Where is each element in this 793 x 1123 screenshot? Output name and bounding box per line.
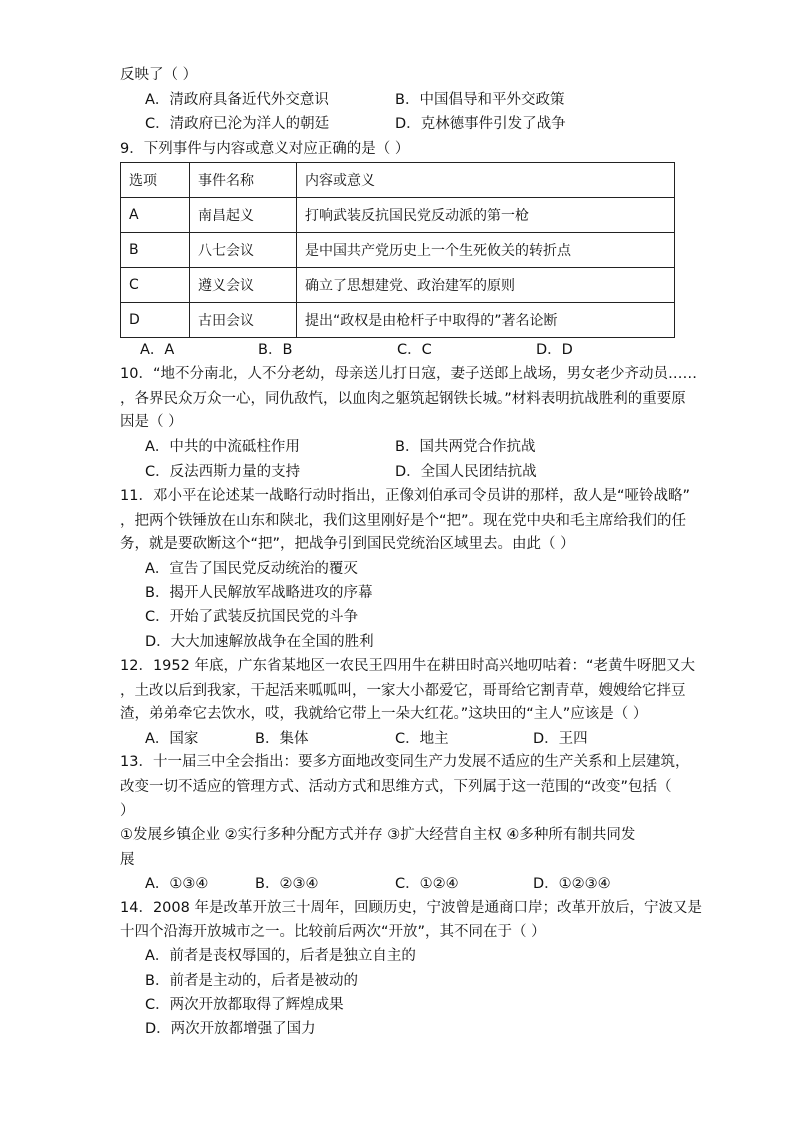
q11-option-c[interactable]: C．开始了武装反抗国民党的斗争	[145, 609, 359, 625]
q10-option-a[interactable]: A．中共的中流砥柱作用	[145, 439, 300, 455]
q9-option-d[interactable]: D．D	[536, 342, 573, 358]
q13-option-c[interactable]: C．①②④	[395, 876, 459, 892]
q8-option-b[interactable]: B．中国倡导和平外交政策	[395, 92, 565, 108]
q13-stem-line-3: ）	[120, 803, 135, 819]
q13-option-d[interactable]: D．①②③④	[533, 876, 611, 892]
table-cell: A	[121, 198, 190, 233]
table-cell: C	[121, 268, 190, 303]
table-cell: 古田会议	[190, 303, 297, 338]
q10-stem-line-2: ，各界民众万众一心，同仇敌忾，以血肉之躯筑起钢铁长城。”材料表明抗战胜利的重要原	[120, 391, 686, 407]
q12-option-b[interactable]: B．集体	[255, 731, 309, 747]
q12-option-c[interactable]: C．地主	[395, 731, 449, 747]
table-row	[121, 303, 675, 338]
q14-option-c[interactable]: C．两次开放都取得了辉煌成果	[145, 997, 344, 1013]
table-cell: B	[121, 233, 190, 268]
q11-stem-line-2: ，把两个铁锤放在山东和陕北，我们这里刚好是个“把”。现在党中央和毛主席给我们的任	[120, 513, 687, 529]
q11-option-d[interactable]: D．大大加速解放战争在全国的胜利	[145, 634, 374, 650]
table-cell: 是中国共产党历史上一个生死攸关的转折点	[297, 233, 675, 268]
q9-option-c[interactable]: C．C	[397, 342, 432, 358]
table-cell: 确立了思想建党、政治建军的原则	[297, 268, 675, 303]
q11-stem-line-1: 11．邓小平在论述某一战略行动时指出，正像刘伯承司令员讲的那样，敌人是“哑铃战略”	[120, 488, 690, 504]
q13-option-b[interactable]: B．②③④	[255, 876, 319, 892]
q9-option-a[interactable]: A．A	[140, 342, 175, 358]
q13-stem-line-2: 改变一切不适应的管理方式、活动方式和思维方式，下列属于这一范围的“改变”包括（	[120, 779, 672, 795]
q9-table	[120, 162, 675, 338]
table-row	[121, 233, 675, 268]
q14-option-d[interactable]: D．两次开放都增强了国力	[145, 1021, 316, 1037]
q11-option-b[interactable]: B．揭开人民解放军战略进攻的序幕	[145, 585, 373, 601]
q10-option-d[interactable]: D．全国人民团结抗战	[395, 464, 537, 480]
table-header-cell: 内容或意义	[297, 163, 675, 198]
q10-option-b[interactable]: B．国共两党合作抗战	[395, 439, 536, 455]
q14-option-a[interactable]: A．前者是丧权辱国的，后者是独立自主的	[145, 948, 416, 964]
table-header-row	[121, 163, 675, 198]
table-cell: 八七会议	[190, 233, 297, 268]
q13-choice-list-wrap: 展	[120, 852, 135, 868]
q14-stem-line-1: 14．2008 年是改革开放三十周年，回顾历史，宁波曾是通商口岸；改革开放后，宁波又是	[120, 900, 702, 916]
table-header-cell: 选项	[121, 163, 190, 198]
table-cell: 南昌起义	[190, 198, 297, 233]
q10-option-c[interactable]: C．反法西斯力量的支持	[145, 464, 301, 480]
q13-stem-line-1: 13．十一届三中全会指出：要多方面地改变同生产力发展不适应的生产关系和上层建筑，	[120, 754, 690, 770]
q10-stem-line-1: 10．“地不分南北，人不分老幼，母亲送儿打日寇，妻子送郎上战场，男女老少齐动员……	[120, 366, 697, 382]
q8-option-d[interactable]: D．克林德事件引发了战争	[395, 116, 566, 132]
q10-stem-line-3: 因是（ ）	[120, 414, 183, 430]
q8-stem-tail: 反映了（ ）	[120, 67, 198, 83]
q14-option-b[interactable]: B．前者是主动的，后者是被动的	[145, 973, 358, 989]
q12-stem-line-3: 渣，弟弟牵它去饮水，哎，我就给它带上一朵大红花。”这块田的“主人”应该是（ ）	[120, 706, 648, 722]
q13-option-a[interactable]: A．①③④	[145, 876, 209, 892]
table-row	[121, 268, 675, 303]
q8-option-c[interactable]: C．清政府已沦为洋人的朝廷	[145, 116, 330, 132]
q12-option-a[interactable]: A．国家	[145, 731, 199, 747]
table-cell: 遵义会议	[190, 268, 297, 303]
q14-stem-line-2: 十四个沿海开放城市之一。比较前后两次“开放”，其不同在于（ ）	[120, 924, 546, 940]
table-cell: 打响武装反抗国民党反动派的第一枪	[297, 198, 675, 233]
q8-option-a[interactable]: A．清政府具备近代外交意识	[145, 92, 329, 108]
q11-option-a[interactable]: A．宣告了国民党反动统治的覆灭	[145, 561, 358, 577]
q12-option-d[interactable]: D．王四	[533, 731, 588, 747]
table-row	[121, 198, 675, 233]
q12-stem-line-2: ，土改以后到我家，干起活来呱呱叫，一家大小都爱它，哥哥给它割青草，嫂嫂给它拌豆	[120, 683, 686, 699]
q9-stem: 9．下列事件与内容或意义对应正确的是（ ）	[120, 141, 410, 157]
table-cell: 提出“政权是由枪杆子中取得的”著名论断	[297, 303, 675, 338]
table-cell: D	[121, 303, 190, 338]
q12-stem-line-1: 12．1952 年底，广东省某地区一农民王四用牛在耕田时高兴地叨咕着：“老黄牛呀肥又大	[120, 658, 695, 674]
q11-stem-line-3: 务，就是要砍断这个“把”，把战争引到国民党统治区域里去。由此（ ）	[120, 536, 575, 552]
q9-option-b[interactable]: B．B	[258, 342, 293, 358]
q13-choice-list: ①发展乡镇企业 ②实行多种分配方式并存 ③扩大经营自主权 ④多种所有制共同发	[120, 827, 636, 843]
table-header-cell: 事件名称	[190, 163, 297, 198]
